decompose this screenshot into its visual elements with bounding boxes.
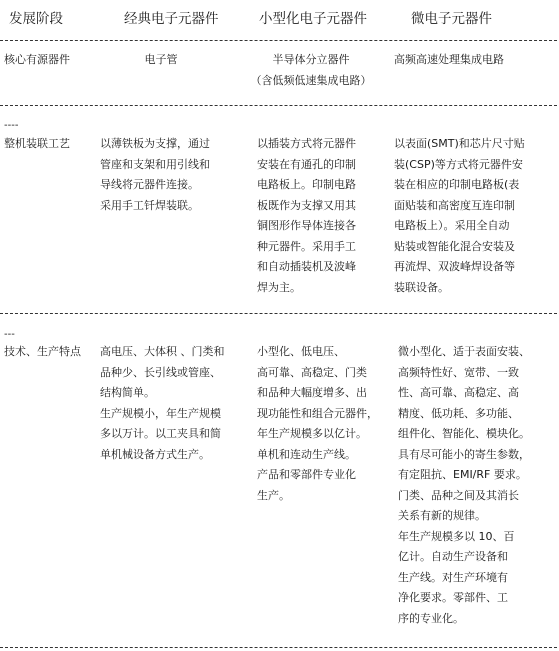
cell-classic-core-device: 电子管 [144,53,178,66]
row-marker: ---- [4,120,19,131]
divider [0,313,557,314]
cell-miniature-assembly: 以插装方式将元器件 安装在有通孔的印制 电路板上。印制电路 板既作为支撑又用其 铜图形作导体连接各 种元器件。采用手工 和自动插装机及波峰 焊为主。 [257,137,356,294]
cell-micro-core-device: 高频高速处理集成电路 [394,53,504,66]
cell-micro-assembly: 以表面(SMT)和芯片尺寸贴 装(CSP)等方式将元器件安 装在相应的印制电路板(表 面贴装和高密度互连印制 电路板上）。采用全自动 贴装或智能化混合安装及 再流焊、双波峰焊设备等 装联设备。 [394,137,525,294]
row-marker: --- [4,329,15,340]
cell-miniature-features: 小型化、低电压、 高可靠、高稳定、门类 和品种大幅度增多、出 现功能性和组合元器件， 年生产规模多以亿计。 单机和连动生产线。 产品和零部件专业化 生产。 [257,345,378,502]
cell-classic-assembly: 以薄铁板为支撑，通过 管座和支架和用引线和 导线将元器件连接。 采用手工钎焊装联。 [100,137,210,212]
header-classic: 经典电子元器件 [124,11,219,27]
cell-classic-features: 高电压、大体积 、门类和 品种少、长引线或管座、 结构简单。 生产规模小，年生产规模 多以万计。以工夹具和简 单机械设备方式生产。 [100,345,225,461]
row-label-assembly: 整机装联工艺 [4,137,70,150]
divider [0,40,557,41]
divider [0,105,557,106]
row-label-features: 技术、生产特点 [4,345,81,358]
header-miniature: 小型化电子元器件 [259,11,367,27]
cell-miniature-core-device: 半导体分立器件 （含低频低速集成电路） [250,53,372,87]
header-micro: 微电子元器件 [411,11,492,27]
row-label-core-device: 核心有源器件 [4,53,70,66]
divider [0,647,557,648]
cell-micro-features: 微小型化、适于表面安装、 高频特性好、宽带、一致 性、高可靠、高稳定、高 精度、低功耗、多功能、 组件化、智能化、模块化。 具有尽可能小的寄生参数， 有定阻抗、EMI/RF 要求。 门类、品种之间及其消长 关系有新的规律。 年生产规模多以 10、百 亿计。自动生产设备和 生产线。对生产环境有 净化要求。零部件、工 序的专业化。 [398,345,530,625]
header-stage: 发展阶段 [9,11,63,27]
